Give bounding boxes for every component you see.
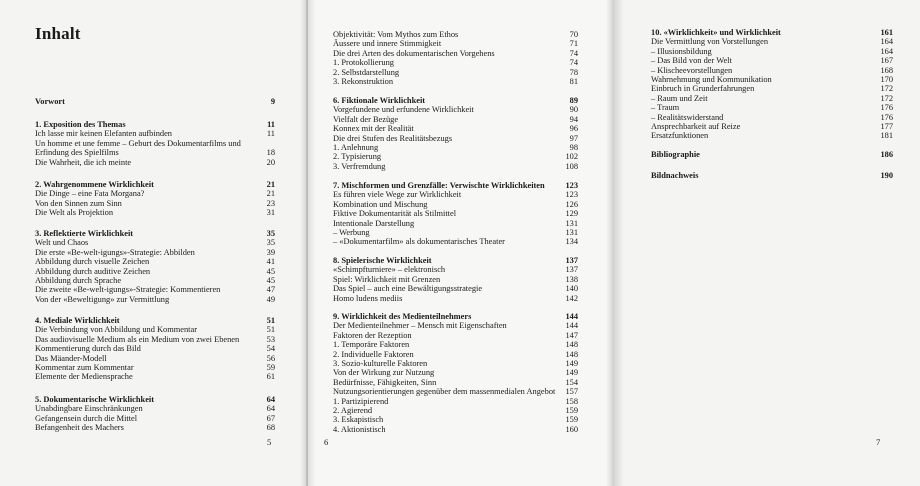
- toc-entry-title: Bildnachweis: [651, 171, 699, 180]
- toc-entry: [35, 238, 275, 247]
- toc-page-number: 61: [266, 372, 275, 382]
- toc-entry: [333, 368, 578, 377]
- toc-page-number: 39: [266, 247, 275, 257]
- toc-entry: [333, 77, 578, 86]
- toc-section: [35, 229, 275, 304]
- toc-entry-title: Bibliographie: [651, 150, 700, 159]
- toc-entry: [333, 105, 578, 114]
- toc-entry: [35, 423, 275, 432]
- toc-entry-title: Die zweite «Be-welt-igungs»-Strategie: Kommentieren: [35, 285, 221, 295]
- toc-entry: [333, 397, 578, 406]
- toc-entry-title: Vorgefundene und erfundene Wirklichkeit: [333, 105, 474, 115]
- toc-page-number: 138: [565, 274, 578, 284]
- toc-page-number: 157: [565, 387, 578, 397]
- toc-entry-title: Unabdingbare Einschränkungen: [35, 404, 143, 414]
- toc-entry: [333, 321, 578, 330]
- toc-page-number: 158: [565, 396, 578, 406]
- toc-page-number: 131: [565, 227, 578, 237]
- toc-entry-title: 6. Fiktionale Wirklichkeit: [333, 96, 426, 105]
- toc-page-number: 54: [266, 344, 275, 354]
- toc-entry: [333, 115, 578, 124]
- toc-section: [651, 171, 893, 180]
- toc-heading: [333, 96, 578, 105]
- toc-section: [333, 96, 578, 171]
- toc-entry: [35, 414, 275, 423]
- toc-heading: [35, 180, 275, 189]
- toc-entry: [35, 158, 275, 167]
- toc-entry-title: Von den Sinnen zum Sinn: [35, 198, 122, 208]
- toc-page-number: 23: [266, 198, 275, 208]
- toc-page-number: 186: [880, 150, 893, 159]
- toc-entry: [651, 103, 893, 112]
- toc-page-number: 160: [565, 424, 578, 434]
- toc-entry-title: Das Spiel – auch eine Bewältigungsstrategie: [333, 284, 483, 294]
- toc-entry: [35, 404, 275, 413]
- toc-entry-title: – Klischeevorstellungen: [651, 65, 733, 75]
- toc-entry-title: Elemente der Mediensprache: [35, 372, 133, 382]
- toc-entry: [333, 162, 578, 171]
- toc-entry-title: Die Dinge – eine Fata Morgana?: [35, 189, 145, 199]
- toc-entry-title: – Traum: [651, 103, 680, 113]
- toc-entry-title: Kommentierung durch das Bild: [35, 344, 141, 354]
- toc-entry-title: 3. Verfremdung: [333, 161, 386, 171]
- toc-page-number: 164: [880, 46, 893, 56]
- toc-page-number: 64: [266, 395, 275, 404]
- toc-page-number: 78: [569, 67, 578, 77]
- toc-entry-title: Ersatzfunktionen: [651, 131, 709, 141]
- toc-entry-title: Nutzungsorientierungen gegenüber dem massenmedialen Angebot: [333, 387, 556, 397]
- toc-entry: [35, 325, 275, 334]
- toc-entry-title: Die Verbindung von Abbildung und Kommentar: [35, 325, 197, 335]
- toc-entry-title: 4. Mediale Wirklichkeit: [35, 316, 120, 325]
- toc-entry-title: Befangenheit des Machers: [35, 423, 124, 433]
- toc-entry-title: – Realitätswiderstand: [651, 112, 724, 122]
- toc-entry-title: 10. «Wirklichkeit» und Wirklichkeit: [651, 28, 781, 37]
- toc-entry: [333, 359, 578, 368]
- toc-entry-title: 8. Spielerische Wirklichkeit: [333, 256, 432, 265]
- toc-entry-title: 3. Sozio-kulturelle Faktoren: [333, 358, 428, 368]
- toc-page-number: 35: [266, 238, 275, 248]
- toc-entry: [333, 68, 578, 77]
- toc-heading: [35, 120, 275, 129]
- page-title: Inhalt: [35, 24, 81, 43]
- toc-page-number: 51: [266, 316, 275, 325]
- toc-entry: [35, 208, 275, 217]
- toc-page-number: 89: [569, 96, 578, 105]
- toc-entry-title: Objektivität: Vom Mythos zum Ethos: [333, 30, 459, 39]
- toc-entry: [333, 350, 578, 359]
- toc-entry: [333, 152, 578, 161]
- toc-entry: [333, 406, 578, 415]
- toc-page-number: 11: [267, 120, 275, 129]
- toc-entry: [333, 284, 578, 293]
- toc-page-number: 102: [565, 152, 578, 162]
- toc-page-number: 53: [266, 334, 275, 344]
- toc-entry: [651, 113, 893, 122]
- toc-page-number: 176: [880, 112, 893, 122]
- toc-page-number: 149: [565, 358, 578, 368]
- toc-entry: [35, 276, 275, 285]
- toc-entry: [333, 49, 578, 58]
- toc-entry-title: Die erste «Be-welt-igungs»-Strategie: Abbilden: [35, 247, 195, 257]
- toc-entry: [651, 37, 893, 46]
- toc-page-number: 172: [880, 84, 893, 94]
- toc-page-number: 31: [266, 208, 275, 218]
- toc-page-number: 45: [266, 266, 275, 276]
- toc-page-number: 190: [880, 171, 893, 180]
- toc-page-number: 67: [266, 413, 275, 423]
- toc-page-number: 20: [266, 157, 275, 167]
- toc-entry-title: Es führen viele Wege zur Wirklichkeit: [333, 190, 462, 200]
- toc-entry: [651, 75, 893, 84]
- toc-page-number: 159: [565, 405, 578, 415]
- toc-entry: [333, 134, 578, 143]
- toc-entry: [35, 248, 275, 257]
- toc-page-number: 148: [565, 349, 578, 359]
- toc-entry: [35, 129, 275, 138]
- toc-entry-title: Fiktive Dokumentarität als Stilmittel: [333, 209, 457, 219]
- toc-page-number: 154: [565, 377, 578, 387]
- page-number: 5: [267, 437, 272, 447]
- toc-section: [35, 180, 275, 218]
- toc-entry-title: 1. Temporäre Faktoren: [333, 340, 410, 350]
- toc-heading: [333, 256, 578, 265]
- toc-entry-title: Abbildung durch visuelle Zeichen: [35, 257, 150, 267]
- toc-entry-title: Einbruch in Grunderfahrungen: [651, 84, 755, 94]
- toc-entry-title: Wahrnehmung und Kommunikation: [651, 74, 772, 84]
- toc-heading: [35, 229, 275, 238]
- toc-entry-title: Vorwort: [35, 97, 65, 106]
- toc-page-number: 161: [880, 28, 893, 37]
- page-number: 6: [324, 437, 329, 447]
- toc-page-number: 170: [880, 74, 893, 84]
- toc-entry-title: Das audiovisuelle Medium als ein Medium von zwei Ebenen: [35, 334, 240, 344]
- toc-page-number: 41: [266, 257, 275, 267]
- toc-section: [333, 30, 578, 86]
- toc-page-number: 70: [569, 30, 578, 39]
- toc-entry: [35, 372, 275, 381]
- toc-entry-title: «Schimpfturniere» – elektronisch: [333, 265, 446, 275]
- toc-page-number: 144: [565, 312, 578, 321]
- page-right: [614, 0, 920, 486]
- toc-entry-title: Von der «Beweltigung» zur Vermittlung: [35, 294, 170, 304]
- toc-entry-title: Kommentar zum Kommentar: [35, 362, 134, 372]
- toc-page-number: 142: [565, 293, 578, 303]
- toc-entry: [651, 47, 893, 56]
- toc-page-number: 35: [266, 229, 275, 238]
- toc-heading: [651, 171, 893, 180]
- toc-entry: [333, 425, 578, 434]
- page-middle: [306, 0, 614, 486]
- toc-entry-title: 1. Protokollierung: [333, 58, 394, 68]
- toc-entry: [333, 58, 578, 67]
- page-left: [0, 0, 306, 486]
- toc-heading: [651, 28, 893, 37]
- toc-entry: [35, 354, 275, 363]
- toc-entry: [35, 189, 275, 198]
- toc-page-number: 47: [266, 285, 275, 295]
- toc-page-number: 137: [565, 265, 578, 275]
- toc-page-number: 74: [569, 48, 578, 58]
- toc-page-number: 49: [266, 294, 275, 304]
- toc-entry-title: Die drei Arten des dokumentarischen Vorgehens: [333, 48, 495, 58]
- toc-page-number: 56: [266, 353, 275, 363]
- toc-page-number: 159: [565, 415, 578, 425]
- toc-entry-title: 3. Rekonstruktion: [333, 76, 394, 86]
- toc-entry: [333, 275, 578, 284]
- toc-page-number: 129: [565, 209, 578, 219]
- toc-entry: [35, 335, 275, 344]
- toc-entry: [333, 237, 578, 246]
- toc-entry: [651, 84, 893, 93]
- toc-entry-title: Spiel: Wirklichkeit mit Grenzen: [333, 274, 441, 284]
- toc-entry: [333, 378, 578, 387]
- toc-entry: [35, 199, 275, 208]
- toc-page-number: 45: [266, 275, 275, 285]
- toc-entry-title: Der Medienteilnehmer – Mensch mit Eigenschaften: [333, 321, 507, 331]
- toc-page-number: 68: [266, 423, 275, 433]
- toc-entry-title: 2. Individuelle Faktoren: [333, 349, 414, 359]
- toc-page-number: 126: [565, 199, 578, 209]
- toc-entry: [333, 200, 578, 209]
- toc-entry-title: Die Wahrheit, die ich meinte: [35, 157, 132, 167]
- toc-entry-title: – Werbung: [333, 227, 370, 237]
- toc-page-number: 51: [266, 325, 275, 335]
- toc-entry-title: 1. Partizipierend: [333, 396, 389, 406]
- toc-entry-title: Welt und Chaos: [35, 238, 89, 248]
- toc-entry-title: Die Welt als Projektion: [35, 208, 114, 218]
- toc-entry-title: Abbildung durch Sprache: [35, 275, 122, 285]
- toc-entry: [333, 190, 578, 199]
- toc-heading: [333, 181, 578, 190]
- toc-entry-title: 2. Selbstdarstellung: [333, 67, 400, 77]
- toc-heading: [35, 97, 275, 106]
- toc-entry-title: Homo ludens mediis: [333, 293, 403, 303]
- toc-page-number: 123: [565, 181, 578, 190]
- toc-page-number: 147: [565, 330, 578, 340]
- toc-entry-title: 1. Exposition des Themas: [35, 120, 126, 129]
- toc-page-number: 176: [880, 103, 893, 113]
- toc-entry: [651, 122, 893, 131]
- toc-entry: [651, 94, 893, 103]
- toc-entry-title: Die Vermittlung von Vorstellungen: [651, 37, 769, 47]
- toc-page-number: 172: [880, 93, 893, 103]
- toc-entry: [333, 30, 578, 39]
- toc-entry: [35, 148, 275, 157]
- toc-entry: [333, 265, 578, 274]
- toc-entry: [35, 139, 275, 148]
- toc-page-number: 81: [569, 76, 578, 86]
- toc-entry: [333, 219, 578, 228]
- toc-entry-title: Abbildung durch auditive Zeichen: [35, 266, 151, 276]
- toc-entry: [651, 56, 893, 65]
- toc-section: [35, 316, 275, 382]
- toc-entry-title: – Illusionsbildung: [651, 46, 712, 56]
- toc-entry: [35, 257, 275, 266]
- toc-entry: [35, 344, 275, 353]
- toc-page-number: 96: [569, 124, 578, 134]
- toc-entry-title: Gefangensein durch die Mittel: [35, 413, 138, 423]
- toc-page-number: 90: [569, 105, 578, 115]
- toc-page-number: 134: [565, 237, 578, 247]
- toc-entry: [333, 39, 578, 48]
- toc-entry: [35, 363, 275, 372]
- toc-page-number: 108: [565, 161, 578, 171]
- toc-page-number: 9: [270, 97, 275, 106]
- toc-entry-title: 7. Mischformen und Grenzfälle: Verwischte Wirklichkeiten: [333, 181, 545, 190]
- toc-heading: [333, 312, 578, 321]
- toc-entry-title: 4. Aktionistisch: [333, 424, 386, 434]
- toc-page-number: 140: [565, 284, 578, 294]
- toc-page-number: 137: [565, 256, 578, 265]
- toc-entry: [333, 331, 578, 340]
- toc-entry: [333, 294, 578, 303]
- toc-entry-title: Konnex mit der Realität: [333, 124, 414, 134]
- toc-page-number: 21: [266, 180, 275, 189]
- toc-page-number: 167: [880, 56, 893, 66]
- toc-page-number: 74: [569, 58, 578, 68]
- toc-entry: [35, 295, 275, 304]
- toc-entry-title: – Raum und Zeit: [651, 93, 708, 103]
- toc-page-number: 144: [565, 321, 578, 331]
- toc-entry-title: Ansprechbarkeit auf Reize: [651, 121, 741, 131]
- toc-page-number: 59: [266, 362, 275, 372]
- toc-entry-title: Faktoren der Rezeption: [333, 330, 412, 340]
- toc-entry-title: Vielfalt der Bezüge: [333, 114, 399, 124]
- toc-entry: [35, 267, 275, 276]
- toc-entry: [333, 143, 578, 152]
- page-number: 7: [876, 437, 881, 447]
- toc-heading: [35, 316, 275, 325]
- toc-entry: [651, 131, 893, 140]
- toc-section: [333, 312, 578, 434]
- toc-entry: [333, 228, 578, 237]
- toc-entry-title: Intentionale Darstellung: [333, 218, 415, 228]
- toc-entry-title: Von der Wirkung zur Nutzung: [333, 368, 435, 378]
- toc-entry-title: Un homme et une femme – Geburt des Dokumentarfilms und: [35, 138, 241, 148]
- toc-page-number: 181: [880, 131, 893, 141]
- toc-page-number: 123: [565, 190, 578, 200]
- toc-entry: [333, 340, 578, 349]
- toc-entry-title: Kombination und Mischung: [333, 199, 428, 209]
- toc-entry-title: – «Dokumentarfilm» als dokumentarisches Theater: [333, 237, 505, 247]
- toc-page-number: 168: [880, 65, 893, 75]
- toc-entry-title: 2. Wahrgenommene Wirklichkeit: [35, 180, 154, 189]
- toc-entry: [333, 209, 578, 218]
- toc-page-number: 98: [569, 142, 578, 152]
- toc-entry: [333, 387, 578, 396]
- toc-section: [333, 181, 578, 247]
- toc-entry-title: Äussere und innere Stimmigkeit: [333, 39, 442, 49]
- toc-page-number: 71: [569, 39, 578, 49]
- toc-section: [35, 120, 275, 167]
- toc-entry-title: Bedürfnisse, Fähigkeiten, Sinn: [333, 377, 437, 387]
- toc-entry-title: 5. Dokumentarische Wirklichkeit: [35, 395, 155, 404]
- toc-entry-title: 1. Anlehnung: [333, 142, 379, 152]
- toc-page-number: 164: [880, 37, 893, 47]
- toc-page-number: 18: [266, 148, 275, 158]
- toc-page-number: 177: [880, 121, 893, 131]
- toc-entry-title: 2. Agierend: [333, 405, 373, 415]
- toc-page-number: 64: [266, 404, 275, 414]
- toc-entry-title: Ich lasse mir keinen Elefanten aufbinden: [35, 129, 172, 139]
- toc-page-number: 11: [266, 129, 275, 139]
- toc-entry-title: 3. Reflektierte Wirklichkeit: [35, 229, 134, 238]
- toc-entry-title: Das Mäander-Modell: [35, 353, 107, 363]
- toc-page-number: 94: [569, 114, 578, 124]
- toc-entry-title: Die drei Stufen des Realitätsbezugs: [333, 133, 453, 143]
- toc-entry-title: 9. Wirklichkeit des Medienteilnehmers: [333, 312, 472, 321]
- toc-section: [35, 395, 275, 433]
- toc-section: [651, 150, 893, 159]
- toc-entry: [651, 66, 893, 75]
- toc-heading: [35, 395, 275, 404]
- toc-page-number: 149: [565, 368, 578, 378]
- toc-entry-title: 2. Typisierung: [333, 152, 382, 162]
- toc-heading: [651, 150, 893, 159]
- toc-page-number: 131: [565, 218, 578, 228]
- toc-entry-title: – Das Bild von der Welt: [651, 56, 732, 66]
- toc-entry: [333, 124, 578, 133]
- toc-entry: [35, 285, 275, 294]
- toc-page-number: 148: [565, 340, 578, 350]
- toc-section: [651, 28, 893, 141]
- toc-section: [333, 256, 578, 303]
- toc-page-number: 21: [266, 189, 275, 199]
- toc-entry-title: 3. Eskapistisch: [333, 415, 384, 425]
- toc-page-number: 97: [569, 133, 578, 143]
- toc-entry-title: Erfindung des Spielfilms: [35, 148, 119, 158]
- toc-entry: [333, 415, 578, 424]
- toc-section: [35, 97, 275, 106]
